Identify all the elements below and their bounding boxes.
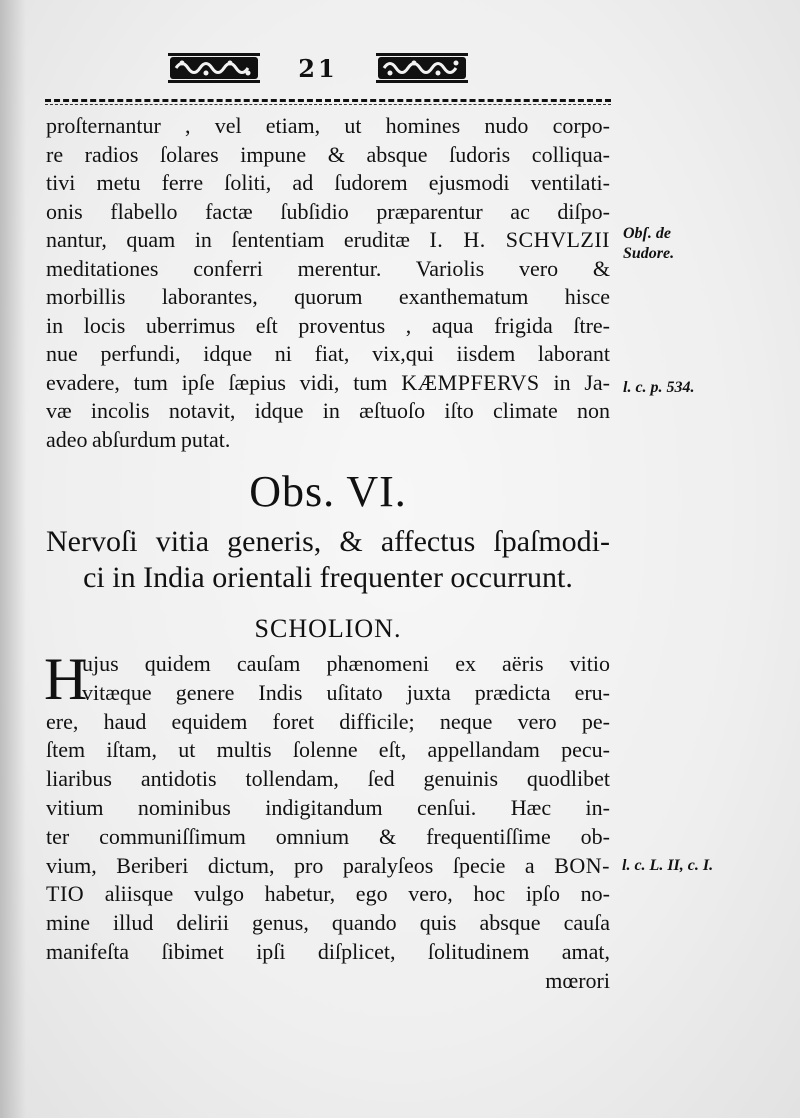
text-line: ere, haud equidem foret difficile; neque vero pe- bbox=[46, 708, 610, 734]
text-line: tivi metu ferre ſoliti, ad ſudorem ejusmodi ventilati- bbox=[46, 170, 610, 195]
text-segment: in Ja- bbox=[553, 369, 610, 395]
text-line: vitæque genere Indis uſitato juxta prædicta eru- bbox=[82, 679, 610, 705]
margin-note-obs bbox=[623, 224, 674, 264]
text-line bbox=[46, 226, 610, 255]
text-line: meditationes conferri merentur. Variolis vero & bbox=[46, 255, 610, 281]
page-number: 21 bbox=[298, 53, 338, 83]
margin-note-citation: l. c. L. II, c. I. bbox=[622, 857, 714, 874]
text-line: manifeſta ſibimet ipſi diſplicet, ſolitudinem amat, bbox=[46, 938, 610, 964]
text-line: væ incolis notavit, idque in æſtuoſo iſto climate non bbox=[46, 398, 610, 423]
right-ornament-icon bbox=[376, 51, 468, 85]
observation-subtitle bbox=[46, 524, 610, 596]
margin-note-line: Obſ. de bbox=[623, 225, 671, 242]
text-line: morbillis laborantes, quorum exanthematum hisce bbox=[46, 284, 610, 309]
text-line: in locis uberrimus eſt proventus , aqua frigida ſtre- bbox=[46, 312, 610, 338]
text-line bbox=[46, 880, 610, 909]
text-line: adeo abſurdum putat. bbox=[46, 426, 231, 452]
catchword: mœrori bbox=[545, 967, 610, 993]
text-line: onis flabello factæ ſubſidio præparentur ac diſpo- bbox=[46, 198, 610, 224]
text-line bbox=[46, 369, 610, 398]
margin-note-citation: l. c. p. 534. bbox=[623, 379, 695, 396]
author-name: BON- bbox=[554, 852, 611, 878]
body-text-top bbox=[46, 112, 610, 454]
author-name: I. H. SCHVLZII bbox=[429, 227, 610, 252]
text-line: ujus quidem cauſam phænomeni ex aëris vitio bbox=[82, 651, 610, 676]
page-header bbox=[168, 48, 468, 88]
drop-cap: H bbox=[44, 646, 88, 712]
text-line: ter communiſſimum omnium & frequentiſſime ob- bbox=[46, 823, 610, 849]
text-line: re radios ſolares impune & absque ſudoris colliqua- bbox=[46, 141, 610, 167]
text-segment: nantur, quam in ſententiam eruditæ bbox=[46, 227, 410, 252]
text-segment: vium, Beriberi dictum, pro paralyſeos ſpecie a bbox=[46, 852, 535, 878]
body-text-scholion bbox=[44, 646, 611, 996]
author-name: KÆMPFERVS bbox=[401, 369, 540, 395]
margin-note-line: Sudore. bbox=[623, 245, 675, 262]
left-ornament-icon bbox=[168, 51, 260, 85]
text-segment: evadere, tum ipſe ſæpius vidi, tum bbox=[46, 369, 388, 395]
text-line: proſternantur , vel etiam, ut homines nudo corpo- bbox=[46, 113, 610, 138]
subtitle-line: ci in India orientali frequenter occurrunt. bbox=[83, 561, 573, 594]
text-line: liaribus antidotis tollendam, ſed genuinis quodlibet bbox=[46, 766, 610, 792]
author-name: TIO bbox=[46, 881, 85, 907]
text-line: vitium nominibus indigitandum cenſui. Hæc in- bbox=[46, 794, 610, 820]
text-line: mine illud delirii genus, quando quis absque cauſa bbox=[46, 910, 610, 936]
text-line bbox=[46, 852, 610, 881]
text-line: ſtem iſtam, ut multis ſolenne eſt, appellandam pecu- bbox=[46, 737, 610, 763]
header-rule bbox=[45, 99, 611, 105]
scholion-heading: SCHOLION. bbox=[254, 614, 402, 643]
text-segment: aliisque vulgo habetur, ego vero, hoc ipſo no- bbox=[104, 881, 610, 907]
subtitle-line: Nervoſi vitia generis, & affectus ſpaſmodi- bbox=[46, 525, 610, 558]
text-line: nue perfundi, idque ni fiat, vix,qui iisdem laborant bbox=[46, 341, 610, 366]
observation-title: Obs. VI. bbox=[249, 467, 407, 516]
